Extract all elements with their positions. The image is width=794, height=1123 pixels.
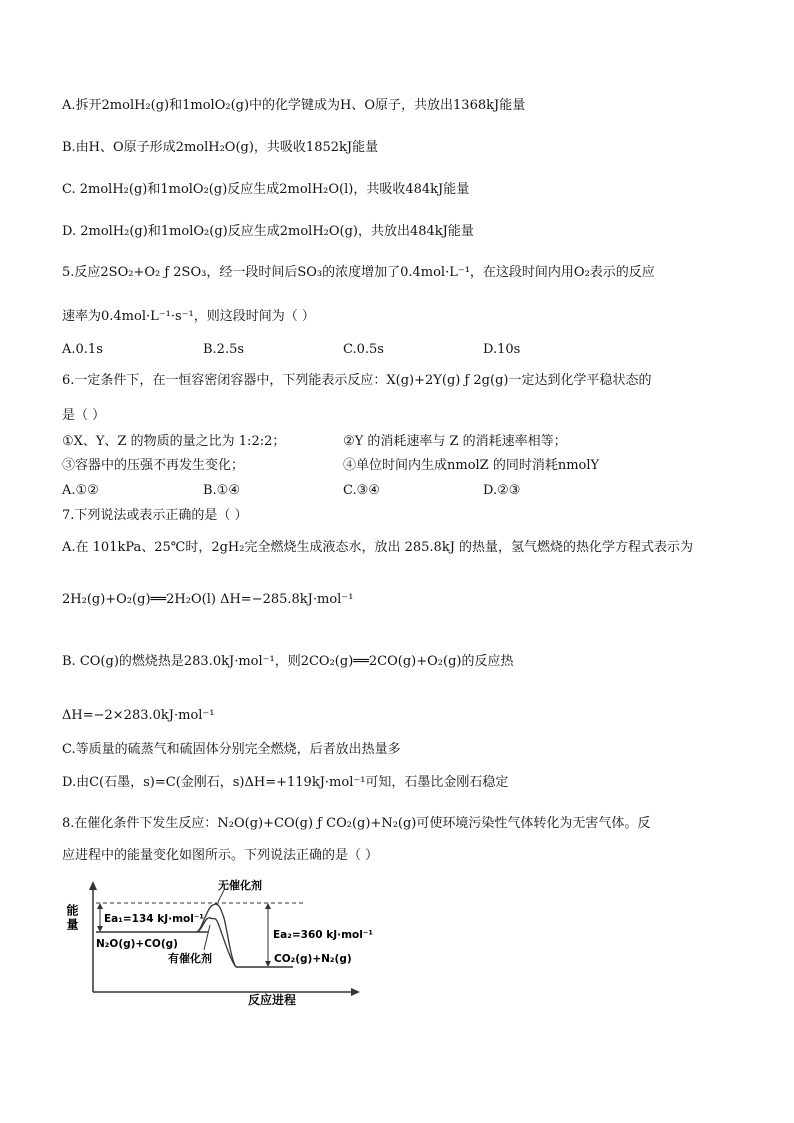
q6-item-1: ①X、Y、Z 的物质的量之比为 1:2:2； (62, 434, 286, 449)
q6-option-d: D.②③ (483, 483, 521, 498)
q8-stem-line1: 8.在催化条件下发生反应：N₂O(g)+CO(g) ƒ CO₂(g)+N₂(g)可使环境污染性气体转化为无害气体。反 (62, 816, 651, 831)
ea1-label: Ea₁=134 kJ·mol⁻¹ (104, 913, 205, 925)
q6-option-b: B.①④ (203, 483, 240, 498)
products-label: CO₂(g)+N₂(g) (274, 953, 352, 965)
q5-stem-line2: 速率为0.4mol·L⁻¹·s⁻¹，则这段时间为（ ） (62, 309, 315, 324)
energy-diagram (65, 878, 374, 1007)
with-catalyst-label: 有催化剂 (168, 952, 212, 965)
q6-item-2: ②Y 的消耗速率与 Z 的消耗速率相等； (343, 434, 567, 449)
q7-option-c: C.等质量的硫蒸气和硫固体分别完全燃烧，后者放出热量多 (62, 742, 401, 757)
y-axis-label: 能量 (65, 904, 79, 932)
q6-stem-line2: 是（ ） (62, 408, 106, 423)
q7-option-d: D.由C(石墨，s)=C(金刚石，s)ΔH=+119kJ·mol⁻¹可知，石墨比金刚石稳定 (62, 775, 509, 790)
q5-option-a: A.0.1s (62, 342, 103, 357)
q6-item-4: ④单位时间内生成nmolZ 的同时消耗nmolY (343, 458, 600, 473)
q6-item-3: ③容器中的压强不再发生变化； (62, 458, 245, 473)
q4-option-a: A.拆开2molH₂(g)和1molO₂(g)中的化学键成为H、O原子，共放出1368kJ能量 (62, 98, 526, 113)
q6-option-c: C.③④ (343, 483, 380, 498)
q7-option-b-line2: ΔH=−2×283.0kJ·mol⁻¹ (62, 708, 215, 723)
x-axis-label: 反应进程 (248, 993, 297, 1007)
q7-option-a-line1: A.在 101kPa、25℃时，2gH₂完全燃烧生成液态水，放出 285.8kJ 的热量，氢气燃烧的热化学方程式表示为 (62, 540, 694, 555)
q4-option-c: C. 2molH₂(g)和1molO₂(g)反应生成2molH₂O(l)，共吸收484kJ能量 (62, 182, 470, 197)
q6-stem-line1: 6.一定条件下，在一恒容密闭容器中，下列能表示反应：X(g)+2Y(g) ƒ 2g(g)一定达到化学平稳状态的 (62, 373, 652, 388)
q6-option-a: A.①② (62, 483, 99, 498)
reactants-label: N₂O(g)+CO(g) (96, 938, 178, 950)
q4-option-b: B.由H、O原子形成2molH₂O(g)，共吸收1852kJ能量 (62, 140, 379, 155)
q5-option-d: D.10s (483, 342, 521, 357)
q7-stem: 7.下列说法或表示正确的是（ ） (62, 508, 248, 523)
ea2-label: Ea₂=360 kJ·mol⁻¹ (273, 929, 374, 941)
y-axis-arrow (89, 881, 97, 890)
no-catalyst-label: 无催化剂 (218, 879, 262, 892)
q7-option-a-equation: 2H₂(g)+O₂(g)══2H₂O(l) ΔH=−285.8kJ·mol⁻¹ (62, 592, 354, 607)
q5-option-c: C.0.5s (343, 342, 384, 357)
q4-option-d: D. 2molH₂(g)和1molO₂(g)反应生成2molH₂O(g)，共放出484kJ能量 (62, 224, 474, 239)
q8-stem-line2: 应进程中的能量变化如图所示。下列说法正确的是（ ） (62, 848, 379, 863)
q5-stem-line1: 5.反应2SO₂+O₂ ƒ 2SO₃，经一段时间后SO₃的浓度增加了0.4mol·L⁻¹，在这段时间内用O₂表示的反应 (62, 265, 655, 280)
x-axis-arrow (351, 988, 360, 996)
q5-option-b: B.2.5s (203, 342, 245, 357)
catalyst-pointer (204, 925, 210, 950)
q7-option-b-line1: B. CO(g)的燃烧热是283.0kJ·mol⁻¹，则2CO₂(g)══2CO(g)+O₂(g)的反应热 (62, 654, 514, 669)
